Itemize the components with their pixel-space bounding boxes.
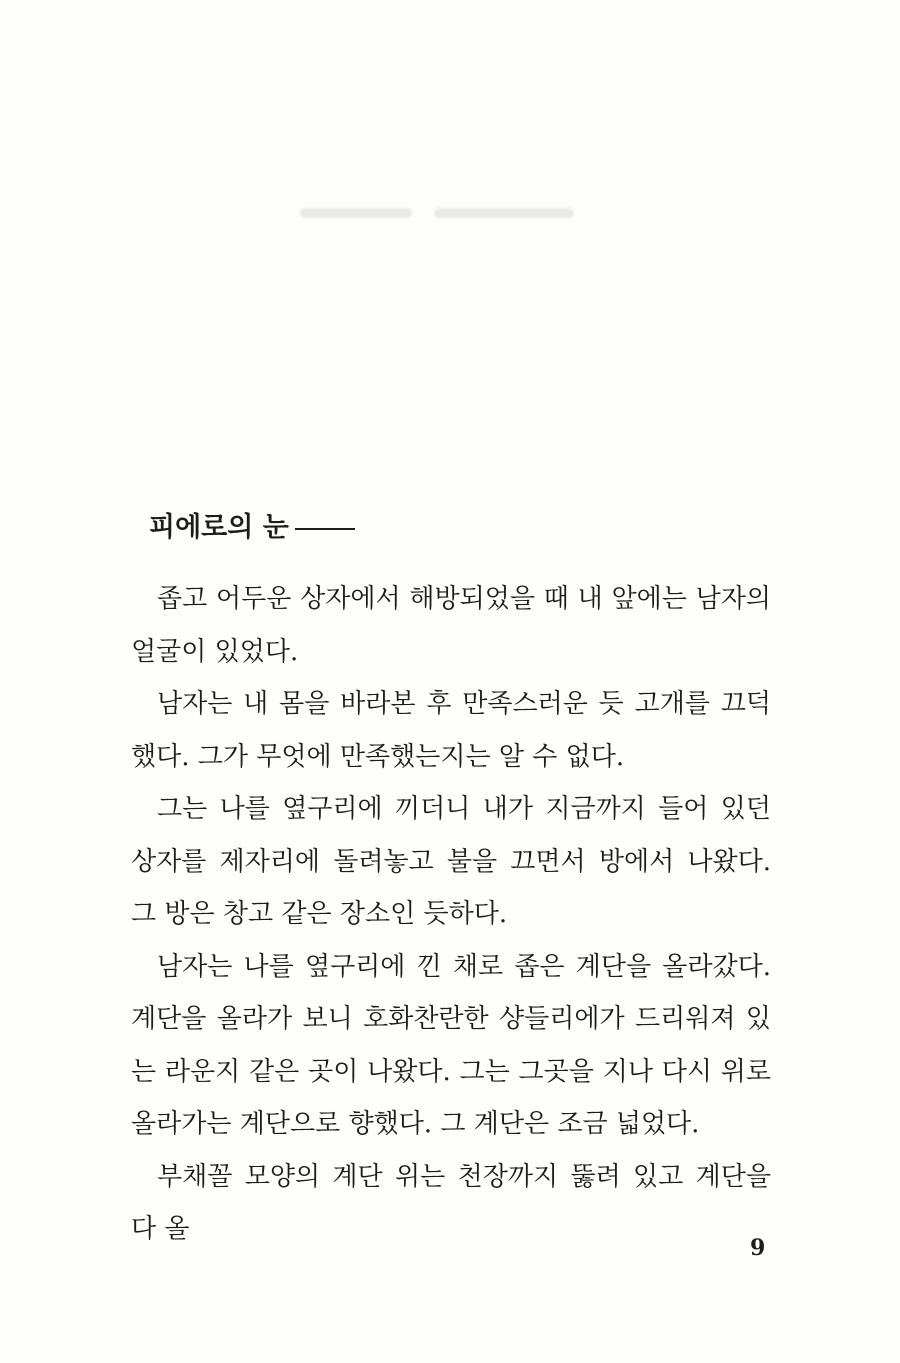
chapter-title (149, 505, 355, 544)
title-dash (295, 528, 355, 530)
chapter-title-text: 피에로의 눈 (149, 512, 289, 543)
paragraph: 남자는 내 몸을 바라본 후 만족스러운 듯 고개를 끄덕했다. 그가 무엇에 만족했는지는 알 수 없다. (131, 689, 771, 772)
page-number: 9 (750, 1235, 766, 1261)
paragraph: 남자는 나를 옆구리에 낀 채로 좁은 계단을 올라갔다. 계단을 올라가 보니 호화찬란한 샹들리에가 드리워져 있는 라운지 같은 곳이 나왔다. 그는 그곳을 지나 다시 위로 올라가는 계단으로 향했다. 그 계단은 조금 넓었다. (131, 951, 771, 1139)
paragraph: 좁고 어두운 상자에서 해방되었을 때 내 앞에는 남자의 얼굴이 있었다. (131, 584, 771, 667)
body-text (131, 573, 771, 1256)
faint-bleed-through (300, 198, 600, 228)
paragraph: 부채꼴 모양의 계단 위는 천장까지 뚫려 있고 계단을 다 올 (131, 1161, 771, 1244)
paragraph: 그는 나를 옆구리에 끼더니 내가 지금까지 들어 있던 상자를 제자리에 돌려놓고 불을 끄면서 방에서 나왔다. 그 방은 창고 같은 장소인 듯하다. (131, 794, 771, 929)
